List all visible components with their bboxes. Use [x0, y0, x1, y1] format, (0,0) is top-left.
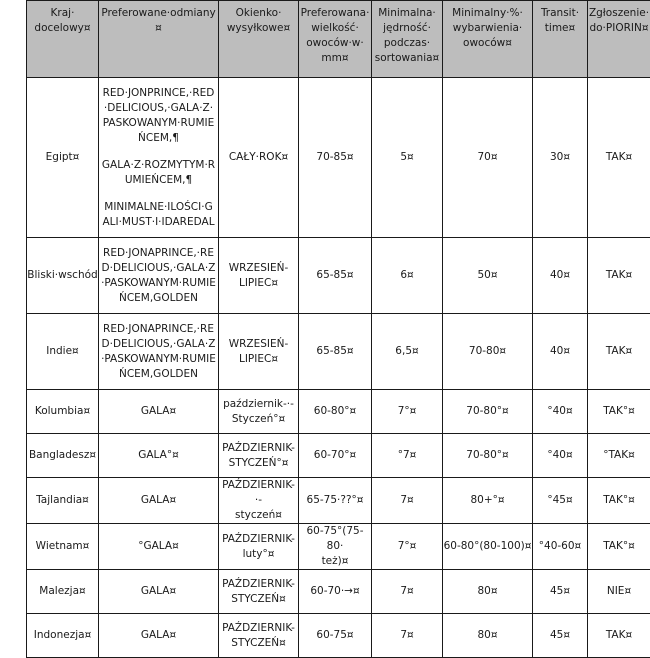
transit-time-cell: 40¤ — [533, 238, 588, 314]
table-row — [27, 78, 650, 238]
header-window: Okienko· wysyłkowe¤ — [219, 1, 299, 78]
varieties-cell — [99, 238, 219, 314]
header-transit: Transit· time¤ — [533, 1, 588, 78]
country-cell: Wietnam¤ — [27, 524, 99, 570]
firmness-cell: 7°¤ — [372, 524, 443, 570]
variety-paragraph: GALA°¤ — [101, 448, 216, 463]
variety-paragraph: GALA·Z·ROZMYTYM·RUMIEŃCEM,¶ — [101, 158, 216, 188]
fruit-size-cell: 60-75¤ — [299, 614, 372, 658]
variety-paragraph: GALA¤ — [101, 584, 216, 599]
shipping-window-cell: CAŁY·ROK¤ — [219, 78, 299, 238]
firmness-cell: 7¤ — [372, 614, 443, 658]
firmness-cell: 6,5¤ — [372, 314, 443, 390]
shipping-window-cell: WRZESIEŃ- LIPIEC¤ — [219, 314, 299, 390]
coloration-cell: 70-80°¤ — [443, 434, 533, 478]
coloration-cell: 70-80¤ — [443, 314, 533, 390]
transit-time-cell: °45¤ — [533, 478, 588, 524]
piorin-cell: TAK¤ — [588, 314, 650, 390]
shipping-window-cell: PAŹDZIERNIK- STYCZEŃ¤ — [219, 614, 299, 658]
fruit-size-cell: 60-70°¤ — [299, 434, 372, 478]
coloration-cell: 80+°¤ — [443, 478, 533, 524]
fruit-size-cell: 60-75°(75-80· też)¤ — [299, 524, 372, 570]
country-cell: Tajlandia¤ — [27, 478, 99, 524]
header-piorin: Zgłoszenie· do·PIORIN¤ — [588, 1, 650, 78]
varieties-cell — [99, 390, 219, 434]
variety-paragraph: RED·JONAPRINCE,·RED·DELICIOUS,·GALA·Z·PASKOWANYM·RUMIEŃCEM,GOLDEN — [101, 246, 216, 306]
country-cell: Egipt¤ — [27, 78, 99, 238]
variety-paragraph: RED·JONAPRINCE,·RED·DELICIOUS,·GALA·Z·PASKOWANYM·RUMIEŃCEM,GOLDEN — [101, 322, 216, 382]
piorin-cell: TAK¤ — [588, 238, 650, 314]
varieties-cell — [99, 78, 219, 238]
varieties-cell — [99, 524, 219, 570]
header-color: Minimalny·%· wybarwienia· owoców¤ — [443, 1, 533, 78]
coloration-cell: 50¤ — [443, 238, 533, 314]
piorin-cell: °TAK¤ — [588, 434, 650, 478]
header-size: Preferowana· wielkość· owoców·w· mm¤ — [299, 1, 372, 78]
variety-paragraph: MINIMALNE·ILOŚCI·GALI·MUST·I·IDAREDAL — [101, 200, 216, 230]
country-cell: Malezja¤ — [27, 570, 99, 614]
firmness-cell: 5¤ — [372, 78, 443, 238]
transit-time-cell: 45¤ — [533, 614, 588, 658]
transit-time-cell: °40¤ — [533, 434, 588, 478]
shipping-window-cell: WRZESIEŃ- LIPIEC¤ — [219, 238, 299, 314]
country-cell: Indie¤ — [27, 314, 99, 390]
varieties-cell — [99, 570, 219, 614]
firmness-cell: 7°¤ — [372, 390, 443, 434]
piorin-cell: TAK°¤ — [588, 390, 650, 434]
table-row — [27, 524, 650, 570]
table-row — [27, 478, 650, 524]
fruit-size-cell: 60-80°¤ — [299, 390, 372, 434]
piorin-cell: NIE¤ — [588, 570, 650, 614]
firmness-cell: 7¤ — [372, 478, 443, 524]
piorin-cell: TAK°¤ — [588, 524, 650, 570]
variety-paragraph: GALA¤ — [101, 493, 216, 508]
variety-paragraph: GALA¤ — [101, 404, 216, 419]
coloration-cell: 80¤ — [443, 570, 533, 614]
fruit-size-cell: 65-85¤ — [299, 238, 372, 314]
country-cell: Indonezja¤ — [27, 614, 99, 658]
firmness-cell: 6¤ — [372, 238, 443, 314]
varieties-cell — [99, 478, 219, 524]
shipping-window-cell: PAŹDZIERNIK- luty°¤ — [219, 524, 299, 570]
shipping-window-cell: PAŹDZIERNIK- STYCZEŃ°¤ — [219, 434, 299, 478]
table-row — [27, 434, 650, 478]
coloration-cell: 70¤ — [443, 78, 533, 238]
transit-time-cell: °40¤ — [533, 390, 588, 434]
variety-paragraph: RED·JONPRINCE,·RED·DELICIOUS,·GALA·Z·PASKOWANYM·RUMIEŃCEM,¶ — [101, 86, 216, 146]
fruit-size-cell: 70-85¤ — [299, 78, 372, 238]
piorin-cell: TAK°¤ — [588, 478, 650, 524]
header-country: Kraj· docelowy¤ — [27, 1, 99, 78]
table-row — [27, 238, 650, 314]
header-varieties: Preferowane·odmiany¤ — [99, 1, 219, 78]
shipping-window-cell: październik-·- Styczeń°¤ — [219, 390, 299, 434]
table-row — [27, 314, 650, 390]
transit-time-cell: 30¤ — [533, 78, 588, 238]
country-cell: Bangladesz¤ — [27, 434, 99, 478]
piorin-cell: TAK¤ — [588, 614, 650, 658]
shipping-window-cell: PAŹDZIERNIK-·- styczeń¤ — [219, 478, 299, 524]
piorin-cell: TAK¤ — [588, 78, 650, 238]
table-body — [27, 78, 650, 658]
transit-time-cell: °40-60¤ — [533, 524, 588, 570]
variety-paragraph: GALA¤ — [101, 628, 216, 643]
shipping-window-cell: PAŹDZIERNIK- STYCZEŃ¤ — [219, 570, 299, 614]
transit-time-cell: 40¤ — [533, 314, 588, 390]
variety-paragraph: °GALA¤ — [101, 539, 216, 554]
coloration-cell: 70-80°¤ — [443, 390, 533, 434]
transit-time-cell: 45¤ — [533, 570, 588, 614]
firmness-cell: °7¤ — [372, 434, 443, 478]
export-table — [26, 0, 650, 658]
table-row — [27, 570, 650, 614]
varieties-cell — [99, 314, 219, 390]
fruit-size-cell: 65-85¤ — [299, 314, 372, 390]
country-cell: Kolumbia¤ — [27, 390, 99, 434]
fruit-size-cell: 65-75·??°¤ — [299, 478, 372, 524]
header-firmness: Minimalna· jędrność· podczas· sortowania¤ — [372, 1, 443, 78]
varieties-cell — [99, 434, 219, 478]
country-cell: Bliski·wschód — [27, 238, 99, 314]
coloration-cell: 80¤ — [443, 614, 533, 658]
fruit-size-cell: 60-70·→¤ — [299, 570, 372, 614]
header-row — [27, 1, 650, 78]
table-row — [27, 390, 650, 434]
coloration-cell: 60-80°(80-100)¤ — [443, 524, 533, 570]
firmness-cell: 7¤ — [372, 570, 443, 614]
